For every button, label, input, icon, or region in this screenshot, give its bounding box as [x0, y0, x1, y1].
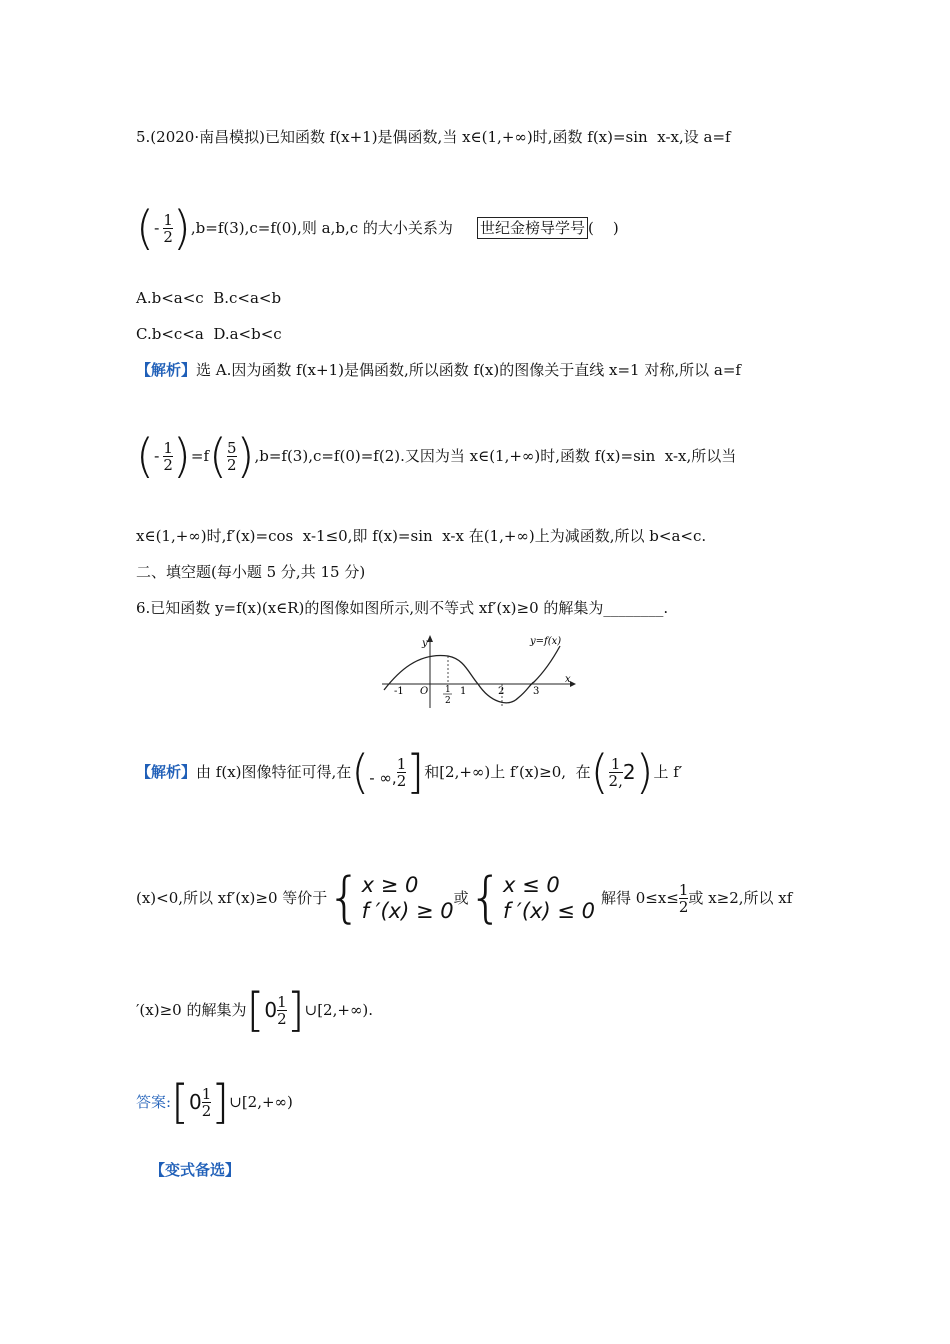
solution-5-line-3: x∈(1,+∞)时,f′(x)=cos x-1≤0,即 f(x)=sin x-x 在(1,+∞)上为减函数,所以 b<a<c.	[136, 527, 707, 545]
question-5-condition: ,b=f(3),c=f(0),则 a,b,c 的大小关系为	[190, 219, 453, 237]
y-axis-arrow	[427, 635, 433, 642]
y-label: y	[422, 638, 428, 649]
minus-sign: -	[153, 219, 160, 237]
options-c-d: C.b<c<a D.a<b<c	[136, 325, 282, 343]
tick-one: 1	[460, 686, 467, 697]
tick-three: 3	[533, 686, 540, 697]
section-heading: 二、填空题(每小题 5 分,共 15 分)	[136, 563, 366, 581]
right-paren: )	[172, 201, 191, 255]
curve-label: y=f(x)	[530, 636, 562, 647]
solution-label: 【解析】	[136, 361, 197, 379]
question-6: 6.已知函数 y=f(x)(x∈R)的图像如图所示,则不等式 xf′(x)≥0 的解集为________.	[136, 599, 669, 617]
answer-line: 答案: [ 0 $\frac{1}{2}$ ] ∪[2,+∞)	[136, 1075, 293, 1129]
solution-6-line-3: ′(x)≥0 的解集为 [ 0 $\frac{1}{2}$ ] ∪[2,+∞).	[136, 983, 374, 1037]
fraction-one-half: $\frac{1}{2}$	[163, 438, 173, 474]
x-label: x	[565, 674, 571, 685]
tick-minus-one: -1	[394, 686, 404, 697]
answer-label: 答案:	[136, 1093, 172, 1111]
question-5-line-2	[136, 201, 619, 255]
tag-box: 世纪金榜导学号	[477, 217, 588, 239]
x-axis-arrow	[570, 681, 576, 687]
system-2: x ≤ 0 f ′(x) ≤ 0	[502, 873, 595, 923]
fraction-one-half: $\frac{1}{2}$	[163, 210, 173, 246]
options-a-b: A.b<a<c B.c<a<b	[136, 289, 282, 307]
solution-5-line-2: ( - $\frac{1}{2}$ ) =f ( $\frac{5}{2}$ ) ,b=f(3),c=f(0)=f(2).又因为当 x∈(1,+∞)时,函数 f(x)=sin x-x,所以当	[136, 429, 737, 483]
origin-label: O	[420, 686, 429, 697]
left-paren: (	[136, 201, 154, 255]
answer-blank: ( )	[587, 219, 619, 237]
tick-half-num: 1	[445, 685, 451, 695]
variant-heading: 【变式备选】	[150, 1161, 241, 1179]
solution-5-line-1: 【解析】选 A.因为函数 f(x+1)是偶函数,所以函数 f(x)的图像关于直线 x=1 对称,所以 a=f	[136, 361, 741, 379]
solution-6-line-2: (x)<0,所以 xf′(x)≥0 等价于 { x ≥ 0 f ′(x) ≥ 0 或 { x ≤ 0 f ′(x) ≤ 0 解得 0≤x≤ $\frac{1}{2}$ 或 x≥2,所以 xf	[136, 866, 793, 929]
function-graph	[378, 632, 578, 712]
tick-half-den: 2	[445, 696, 451, 706]
fraction-five-half: $\frac{5}{2}$	[226, 438, 237, 474]
solution-6-line-1: 【解析】 由 f(x)图像特征可得,在 ( - ∞, $\frac{1}{2}$ ] 和[2,+∞)上 f′(x)≥0, 在 ( $\frac{1}{2,}$ 2 ) 上 f′	[136, 745, 683, 799]
system-1: x ≥ 0 f ′(x) ≥ 0	[361, 873, 454, 923]
tick-two: 2	[498, 686, 505, 697]
question-5-line-1: 5.(2020·南昌模拟)已知函数 f(x+1)是偶函数,当 x∈(1,+∞)时,函数 f(x)=sin x-x,设 a=f	[136, 128, 731, 146]
